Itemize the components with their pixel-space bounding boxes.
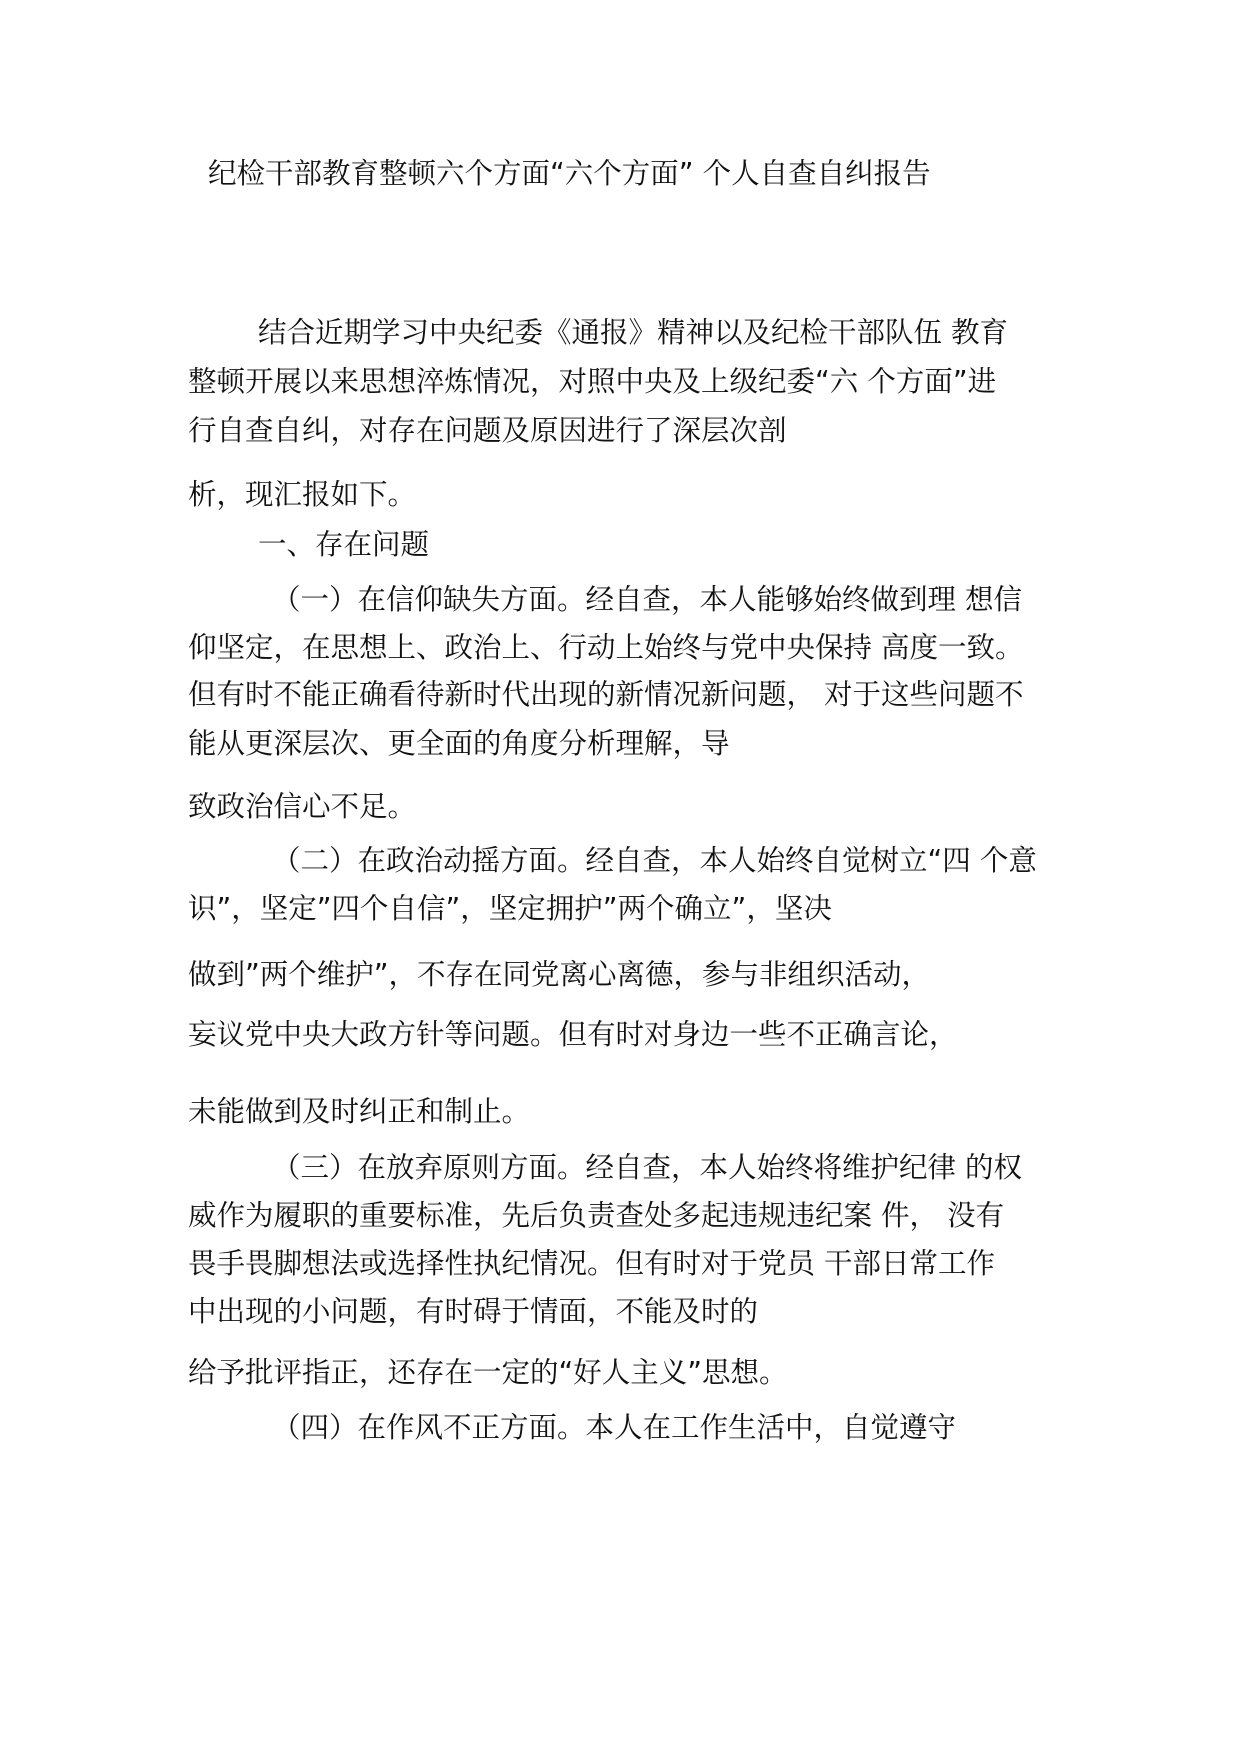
item-3-line: 中出现的小问题，有时碍于情面，不能及时的 bbox=[188, 1295, 759, 1328]
item-3-line: 给予批评指正，还存在一定的“好人主义”思想。 bbox=[188, 1356, 788, 1389]
item-1-line: 但有时不能正确看待新时代出现的新情况新问题， 对于这些问题不 bbox=[188, 678, 1024, 711]
item-1-line: 能从更深层次、更全面的角度分析理解，导 bbox=[188, 727, 730, 760]
intro-line: 行自查自纠，对存在问题及原因进行了深层次剖 bbox=[188, 414, 787, 447]
item-2-line: 妄议党中央大政方针等问题。但有时对身边一些不正确言论， bbox=[188, 1018, 958, 1051]
item-3-line: （三）在放弃原则方面。经自查，本人始终将维护纪律 的权 bbox=[272, 1151, 1023, 1184]
intro-line: 析，现汇报如下。 bbox=[188, 478, 417, 511]
item-1-line: 致政治信心不足。 bbox=[188, 790, 417, 823]
item-1-line: （一）在信仰缺失方面。经自查，本人能够始终做到理 想信 bbox=[272, 583, 1023, 616]
item-3-line: 威作为履职的重要标准，先后负责查处多起违规违纪案 件， 没有 bbox=[188, 1199, 1005, 1232]
item-4-line: （四）在作风不正方面。本人在工作生活中，自觉遵守 bbox=[272, 1411, 957, 1444]
item-3-line: 畏手畏脚想法或选择性执纪情况。但有时对于党员 干部日常工作 bbox=[188, 1247, 996, 1280]
item-2-line: 识”，坚定”四个自信”，坚定拥护”两个确立”，坚决 bbox=[188, 892, 832, 925]
item-1-line: 仰坚定，在思想上、政治上、行动上始终与党中央保持 高度一致。 bbox=[188, 631, 1024, 664]
document-title: 纪检干部教育整顿六个方面“六个方面” 个人自查自纠报告 bbox=[208, 157, 931, 190]
intro-line: 整顿开展以来思想淬炼情况，对照中央及上级纪委“六 个方面”进 bbox=[188, 365, 997, 398]
section-heading: 一、存在问题 bbox=[258, 528, 430, 561]
item-2-line: 做到”两个维护”，不存在同党离心离德，参与非组织活动， bbox=[188, 958, 931, 991]
item-2-line: 未能做到及时纠正和制止。 bbox=[188, 1095, 531, 1128]
item-2-line: （二）在政治动摇方面。经自查，本人始终自觉树立“四 个意 bbox=[272, 844, 1037, 877]
intro-line: 结合近期学习中央纪委《通报》精神以及纪检干部队伍 教育 bbox=[258, 316, 1009, 349]
